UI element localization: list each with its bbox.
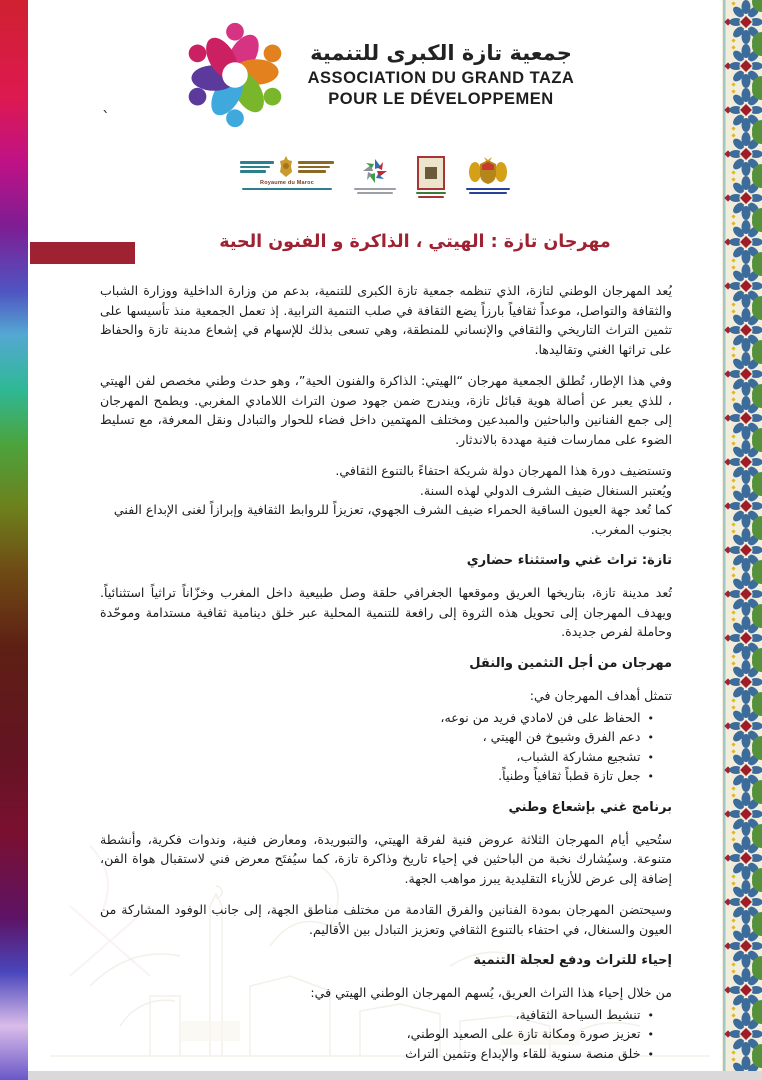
ministry-logo	[240, 156, 334, 190]
ministry-caption: Royaume du Maroc	[260, 180, 314, 186]
document-header	[28, 16, 722, 134]
impacts-list	[100, 1005, 672, 1064]
guests-block	[100, 461, 672, 539]
association-logo	[176, 16, 294, 134]
taza-heritage-paragraph: تُعد مدينة تازة، بتاريخها العريق وموقعها الجغرافي حلقة وصل طبيعية داخل المغرب وخزّاناً تراثياً استثنائياً. ويهدف المهرجان إلى تحويل هذه الثروة إلى رافعة للتنمية المحلية عبر خلق دينامية ثقافية مستدامة وموحّدة وحاملة لفرص جديدة.	[100, 585, 672, 640]
stray-mark: `	[102, 108, 110, 127]
impact-item: • خلق منصة سنوية للقاء والإبداع وتثمين التراث	[100, 1044, 654, 1064]
page-title: مهرجان تازة : الهيتي ، الذاكرة و الفنون الحية	[219, 232, 611, 252]
goals-intro: تتمثل أهداف المهرجان في:	[529, 688, 672, 704]
coat-of-arms-icon	[467, 156, 509, 186]
kingdom-coat-of-arms	[466, 156, 510, 194]
goals-list	[100, 708, 672, 786]
guest-line-1: وتستضيف دورة هذا المهرجان دولة شريكة احتفاءً بالتنوع الثقافي.	[335, 463, 672, 479]
region-logo	[354, 156, 396, 194]
program-paragraph: ستُحيي أيام المهرجان الثلاثة عروض فنية لفرقة الهيتي، والتبوريدة، ومعارض فنية، وندوات فكرية، وأنشطة متنوعة. وسيُشارك نخبة من الباحثين في إحياء تاريخ وذاكرة تازة، كما سيُفتَح معرض فني لاستقبال هواة الفن، إضافة إلى عرض للأزياء التقليدية يبرز مواهب الجهة.	[100, 831, 672, 886]
org-name-french-line1: ASSOCIATION DU GRAND TAZA	[307, 68, 575, 87]
organization-names	[308, 41, 575, 109]
left-rainbow-bar	[0, 0, 28, 1080]
goal-item: • تشجيع مشاركة الشباب،	[100, 747, 654, 767]
zellige-border	[722, 0, 762, 1080]
ministry-emblem-icon	[278, 156, 294, 178]
section-heading-valorization: مهرجان من أجل التثمين والنقل	[469, 655, 672, 671]
impact-item: • تعزيز صورة ومكانة تازة على الصعيد الوطني،	[100, 1024, 654, 1044]
region-pinwheel-icon	[360, 156, 390, 186]
title-red-block	[30, 242, 135, 264]
impact-item: • تنشيط السياحة الثقافية،	[100, 1005, 654, 1025]
ministry-subline	[242, 188, 332, 190]
intro-paragraph: يُعد المهرجان الوطني لتازة، الذي تنظمه جمعية تازة الكبرى للتنمية، بدعم من وزارة الداخلية ووزارة الشباب والثقافة والتواصل، موعداً ثقافياً بارزاً يضع الثقافة في صلب التنمية الترابية. إذ تعمل الجمعية منذ تأسيسها على تثمين التراث التاريخي والثقافي والإنساني للمنطقة، وهي تسعى بذلك للإسهام في إشعاع مدينة تازة والحفاظ على تراثها الغني وتقاليدها.	[100, 283, 672, 357]
guest-line-2: ويُعتبر السنغال ضيف الشرف الدولي لهذه السنة.	[419, 482, 672, 498]
ministry-calligraphy	[298, 161, 334, 173]
province-shield-icon	[417, 156, 445, 190]
guest-line-3: كما تُعد جهة العيون الساقية الحمراء ضيف الشرف الجهوي، تعزيزاً للروابط الثقافية وإبرازاً لغنى الإبداع الفني بجنوب المغرب.	[113, 502, 672, 537]
province-emblem	[416, 156, 446, 198]
org-name-french-line2: POUR LE DÉVELOPPEMEN	[328, 89, 554, 108]
festival-launch-paragraph: وفي هذا الإطار، تُطلق الجمعية مهرجان “الهيتي: الذاكرة والفنون الحية”، وهو حدث وطني مخصص لفن الهيتي ، للذي يعبر عن أصالة هوية قبائل تازة، ويندرج ضمن جهود صون التراث اللامادي المغربي. ويطمح المهرجان إلى جمع الفنانين والباحثين والمبدعين ومختلف المهتمين داخل فضاء للحوار والتبادل ونقل المعرفة، مع تسليط الضوء على ممارسات فنية مهددة بالاندثار.	[100, 373, 672, 447]
ministry-text-lines	[240, 161, 274, 173]
goal-item: • دعم الفرق وشيوخ فن الهيتي ،	[100, 727, 654, 747]
impacts-intro: من خلال إحياء هذا التراث العريق، يُسهم المهرجان الوطني الهيتي في:	[310, 985, 672, 1001]
goal-item: • الحفاظ على فن لامادي فريد من نوعه،	[100, 708, 654, 728]
partner-logos-row	[28, 156, 722, 208]
org-name-arabic: جمعية تازة الكبرى للتنمية	[310, 40, 572, 65]
section-heading-taza-heritage: تازة: تراث غني واستثناء حضاري	[466, 553, 672, 569]
section-heading-program: برنامج غني بإشعاع وطني	[508, 799, 672, 815]
goal-item: • جعل تازة قطباً ثقافياً وطنياً.	[100, 766, 654, 786]
participants-paragraph: وسيحتضن المهرجان بمودة الفنانين والفرق القادمة من مختلف مناطق الجهة، إلى جانب الوفود المشاركة من العيون والسنغال، في احتفاء بالتنوع الثقافي وتعزيز التبادل بين الأقاليم.	[100, 902, 672, 937]
section-heading-revival: إحياء للتراث ودفع لعجلة التنمية	[473, 953, 672, 969]
document-body	[100, 281, 672, 1076]
